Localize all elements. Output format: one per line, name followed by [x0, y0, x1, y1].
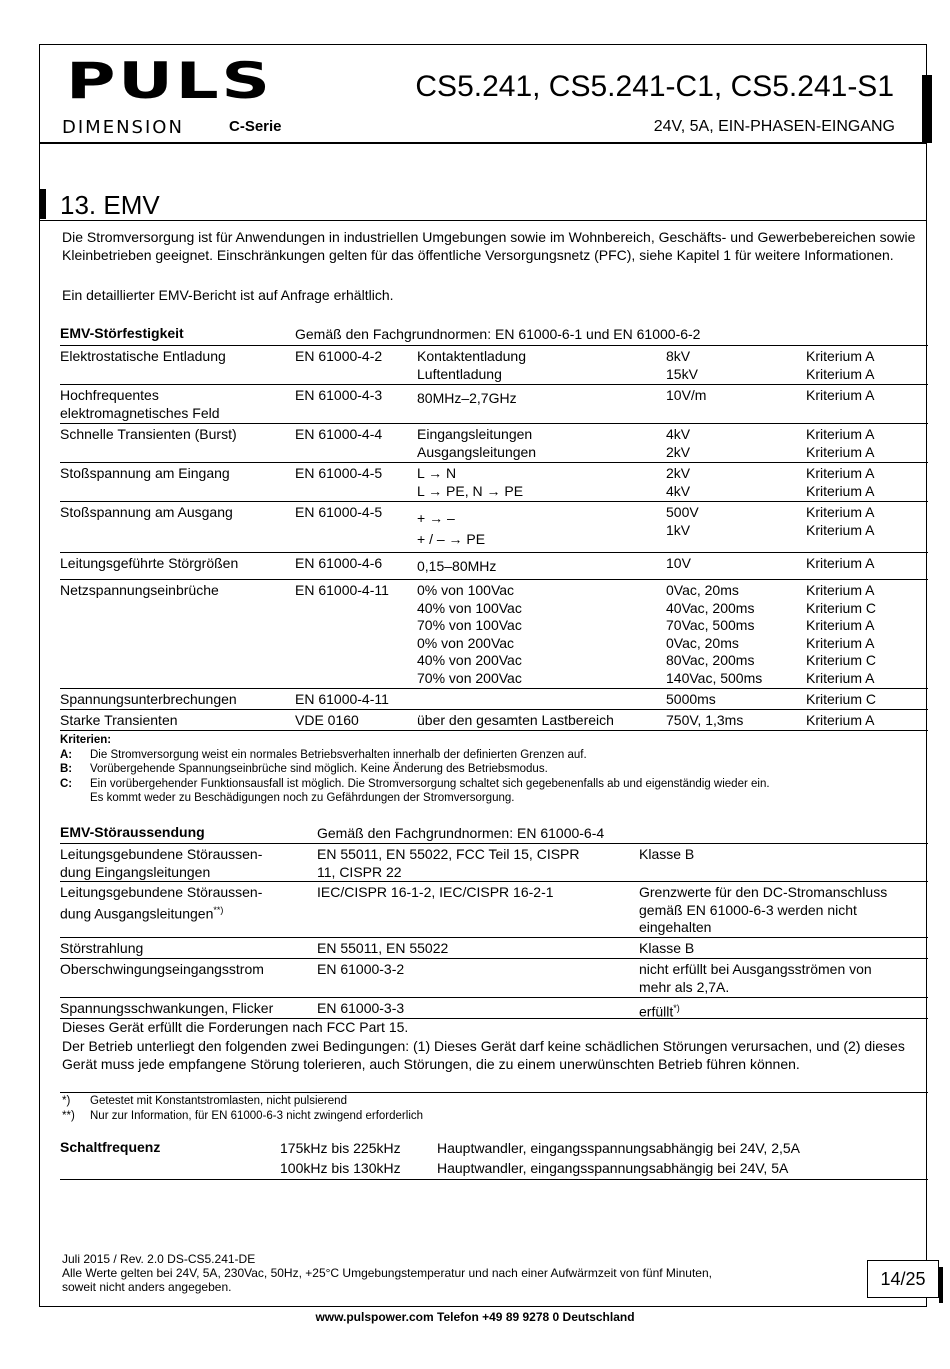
emission-value: eingehalten	[639, 919, 712, 935]
table-row-divider	[60, 384, 928, 385]
table-row-divider	[60, 423, 928, 424]
immunity-norm: EN 61000-4-6	[295, 555, 383, 571]
series-label: C-Serie	[229, 118, 282, 135]
immunity-phenomenon: Stoßspannung am Ausgang	[60, 504, 233, 520]
section-divider	[40, 220, 927, 221]
fcc-statement: Dieses Gerät erfüllt die Forderungen nach FCC Part 15.	[62, 1019, 409, 1035]
table-row-divider	[60, 579, 928, 580]
document-subtitle: 24V, 5A, EIN-PHASEN-EINGANG	[653, 118, 895, 135]
immunity-condition: L → PE, N → PE	[417, 482, 524, 499]
table-row-divider	[60, 730, 928, 731]
immunity-criterion: Kriterium A	[806, 617, 875, 633]
immunity-phenomenon: Elektrostatische Entladung	[60, 348, 226, 364]
immunity-value: 10V/m	[666, 387, 707, 403]
immunity-condition: 80MHz–2,7GHz	[417, 390, 517, 406]
immunity-value: 2kV	[666, 465, 691, 481]
table-row-divider	[60, 1092, 928, 1093]
table-row-divider	[60, 958, 928, 959]
immunity-value: 750V, 1,3ms	[666, 712, 744, 728]
immunity-phenomenon: Starke Transienten	[60, 712, 178, 728]
switching-description: Hauptwandler, eingangsspannungsabhängig bei 24V, 2,5A	[437, 1140, 801, 1156]
page-number: 14/25	[867, 1260, 939, 1298]
emission-phenomenon: dung Eingangsleitungen	[60, 863, 211, 880]
table-row-divider	[60, 345, 928, 346]
emission-norm: EN 61000-3-2	[317, 961, 405, 977]
dimension-logo: DIMENSION	[62, 117, 184, 138]
immunity-condition: Kontaktentladung	[417, 348, 526, 364]
switching-frequency: 175kHz bis 225kHz	[280, 1140, 401, 1156]
criteria-text: Es kommt weder zu Beschädigungen noch zu Gefährdungen der Stromversorgung.	[90, 792, 515, 804]
footnote-text: Getestet mit Konstantstromlasten, nicht pulsierend	[90, 1095, 347, 1107]
immunity-value: 140Vac, 500ms	[666, 669, 763, 686]
emission-norm: EN 61000-3-3	[317, 1000, 405, 1016]
immunity-criterion: Kriterium C	[806, 691, 877, 707]
immunity-criterion: Kriterium A	[806, 555, 875, 571]
criteria-title: Kriterien:	[60, 734, 112, 746]
table-row-divider	[60, 552, 928, 553]
immunity-criterion: Kriterium A	[806, 504, 875, 520]
immunity-value: 8kV	[666, 348, 691, 364]
table-row-divider	[60, 1179, 928, 1180]
immunity-condition: über den gesamten Lastbereich	[417, 712, 614, 728]
footnote-key: **)	[62, 1109, 75, 1122]
immunity-condition: + → –	[417, 510, 455, 526]
footnote-text: Nur zur Information, für EN 61000-6-3 nicht zwingend erforderlich	[90, 1109, 424, 1122]
immunity-condition: 0% von 100Vac	[417, 582, 515, 598]
immunity-criterion: Kriterium A	[806, 443, 875, 460]
immunity-criterion: Kriterium A	[806, 712, 875, 728]
emission-value: erfüllt*)	[639, 1003, 680, 1020]
immunity-value: 4kV	[666, 482, 691, 499]
immunity-condition: Luftentladung	[417, 365, 502, 382]
immunity-norm: EN 61000-4-5	[295, 504, 383, 520]
contact-line: www.pulspower.com Telefon +49 89 9278 0 Deutschland	[315, 1310, 635, 1324]
footer-revision: Juli 2015 / Rev. 2.0 DS-CS5.241-DE	[62, 1252, 256, 1266]
immunity-value: 5000ms	[666, 691, 716, 707]
immunity-norm: EN 61000-4-2	[295, 348, 383, 364]
immunity-condition: L → N	[417, 465, 457, 481]
emission-value: nicht erfüllt bei Ausgangsströmen von	[639, 961, 872, 977]
immunity-norm: EN 61000-4-4	[295, 426, 383, 442]
immunity-value: 15kV	[666, 365, 698, 382]
footer-notes	[62, 1252, 712, 1294]
immunity-norm: EN 61000-4-3	[295, 387, 383, 403]
immunity-criterion: Kriterium A	[806, 387, 875, 403]
emission-phenomenon: Störstrahlung	[60, 940, 144, 956]
table-row-divider	[60, 462, 928, 463]
immunity-value: 40Vac, 200ms	[666, 599, 755, 616]
immunity-condition: 0,15–80MHz	[417, 558, 497, 574]
emission-value: gemäß EN 61000-6-3 werden nicht	[639, 901, 857, 918]
emission-standard: Gemäß den Fachgrundnormen: EN 61000-6-4	[317, 825, 605, 841]
table-row-divider	[60, 688, 928, 689]
immunity-norm: VDE 0160	[295, 712, 359, 728]
immunity-value: 10V	[666, 555, 691, 571]
immunity-criterion: Kriterium A	[806, 426, 875, 442]
immunity-value: 0Vac, 20ms	[666, 582, 739, 598]
criteria-text: Die Stromversorgung weist ein normales Betriebsverhalten innerhalb der definierten Grenzen auf.	[90, 748, 587, 761]
footnote-marker: *)	[673, 1003, 680, 1013]
header-bar	[922, 75, 932, 143]
table-row-divider	[60, 881, 928, 882]
criteria-text: Ein vorübergehender Funktionsausfall ist möglich. Die Stromversorgung schaltet sich gegebenenfalls ab und eigenständig wieder ein.	[90, 777, 770, 790]
immunity-phenomenon: Stoßspannung am Eingang	[60, 465, 230, 481]
immunity-norm: EN 61000-4-11	[295, 582, 389, 598]
footer-note-2: soweit nicht anders angegeben.	[62, 1280, 232, 1294]
immunity-condition: 40% von 100Vac	[417, 599, 522, 616]
immunity-criterion: Kriterium C	[806, 652, 877, 668]
table-row-divider	[60, 843, 928, 844]
switching-title: Schaltfrequenz	[60, 1139, 161, 1155]
switching-description: Hauptwandler, eingangsspannungsabhängig bei 24V, 5A	[437, 1160, 789, 1176]
immunity-value: 500V	[666, 504, 699, 520]
table-row-divider	[60, 501, 928, 502]
immunity-criterion: Kriterium A	[806, 465, 875, 481]
report-note: Ein detaillierter EMV-Bericht ist auf Anfrage erhältlich.	[62, 287, 394, 303]
immunity-criterion: Kriterium A	[806, 669, 875, 686]
immunity-criterion: Kriterium A	[806, 521, 875, 538]
section-title: 13. EMV	[60, 190, 160, 220]
table-row-divider	[60, 709, 928, 710]
immunity-condition: 0% von 200Vac	[417, 634, 515, 651]
table-row-divider	[60, 997, 928, 998]
immunity-criterion: Kriterium A	[806, 582, 875, 598]
immunity-norm: EN 61000-4-5	[295, 465, 383, 481]
immunity-condition: 40% von 200Vac	[417, 652, 522, 668]
immunity-phenomenon: Schnelle Transienten (Burst)	[60, 426, 237, 442]
emission-phenomenon: Spannungsschwankungen, Flicker	[60, 1000, 274, 1016]
immunity-phenomenon: Hochfrequentes	[60, 387, 159, 403]
immunity-phenomenon: Spannungsunterbrechungen	[60, 691, 237, 707]
emission-norm: EN 55011, EN 55022, FCC Teil 15, CISPR	[317, 846, 580, 862]
emission-title: EMV-Störaussendung	[60, 824, 205, 840]
emission-value: Klasse B	[639, 940, 695, 956]
immunity-condition: Ausgangsleitungen	[417, 443, 537, 460]
emission-phenomenon: dung Ausgangsleitungen**)	[60, 904, 224, 922]
immunity-title: EMV-Störfestigkeit	[60, 325, 184, 341]
immunity-value: 80Vac, 200ms	[666, 652, 755, 668]
emission-value: mehr als 2,7A.	[639, 978, 730, 995]
immunity-criterion: Kriterium A	[806, 482, 875, 499]
immunity-value: 2kV	[666, 443, 691, 460]
emission-phenomenon: Leitungsgebundene Störaussen-	[60, 884, 263, 900]
immunity-condition: 70% von 100Vac	[417, 617, 522, 633]
criteria-key: A:	[60, 748, 73, 761]
emission-phenomenon: Oberschwingungseingangsstrom	[60, 961, 264, 977]
puls-logo: PULS	[66, 52, 273, 110]
immunity-phenomenon: Leitungsgeführte Störgrößen	[60, 555, 239, 571]
emission-value: Klasse B	[639, 846, 695, 862]
criteria-key: B:	[60, 763, 73, 775]
section-marker	[40, 189, 46, 219]
immunity-criterion: Kriterium A	[806, 348, 875, 364]
immunity-phenomenon: Netzspannungseinbrüche	[60, 582, 219, 598]
criteria-key: C:	[60, 777, 73, 790]
document-title: CS5.241, CS5.241-C1, CS5.241-S1	[415, 70, 894, 103]
immunity-condition: 70% von 200Vac	[417, 669, 522, 686]
footnote-key: *)	[62, 1095, 71, 1107]
header-divider	[39, 142, 927, 144]
immunity-criterion: Kriterium A	[806, 634, 875, 651]
immunity-value: 1kV	[666, 521, 691, 538]
immunity-value: 0Vac, 20ms	[666, 634, 739, 651]
footnote-marker: **)	[213, 904, 224, 915]
emission-norm: IEC/CISPR 16-1-2, IEC/CISPR 16-2-1	[317, 884, 554, 900]
immunity-phenomenon: elektromagnetisches Feld	[60, 404, 220, 421]
immunity-standard: Gemäß den Fachgrundnormen: EN 61000-6-1 und EN 61000-6-2	[295, 326, 701, 342]
fcc-conditions: Der Betrieb unterliegt den folgenden zwei Bedingungen: (1) Dieses Gerät darf keine schädlichen Störungen verursachen, und (2) dieses Gerät muss jede empfangene Störung tolerieren, auch Störungen, die zu einem unerwünschten Betrieb führen können.	[62, 1038, 905, 1072]
immunity-condition: + / – → PE	[417, 531, 486, 547]
immunity-criterion: Kriterium C	[806, 599, 877, 616]
switching-frequency: 100kHz bis 130kHz	[280, 1160, 401, 1176]
immunity-value: 4kV	[666, 426, 691, 442]
immunity-criterion: Kriterium A	[806, 365, 875, 382]
immunity-value: 70Vac, 500ms	[666, 617, 755, 633]
criteria-text: Vorübergehende Spannungseinbrüche sind möglich. Keine Änderung des Betriebsmodus.	[90, 763, 548, 775]
immunity-norm: EN 61000-4-11	[295, 691, 389, 707]
intro-paragraph: Die Stromversorgung ist für Anwendungen in industriellen Umgebungen sowie im Wohnbereich, Geschäfts- und Gewerbebereichen sowie Kleinbetrieben geeignet. Einschränkungen gelten für das öffentliche Versorgungsnetz (PFC), siehe Kapitel 1 für weitere Informationen.	[62, 229, 916, 263]
emission-value: Grenzwerte für den DC-Stromanschluss	[639, 884, 888, 900]
immunity-condition: Eingangsleitungen	[417, 426, 533, 442]
emission-phenomenon: Leitungsgebundene Störaussen-	[60, 846, 263, 862]
table-row-divider	[60, 937, 928, 938]
emission-norm: EN 55011, EN 55022	[317, 940, 449, 956]
footer-note-1: Alle Werte gelten bei 24V, 5A, 230Vac, 50Hz, +25°C Umgebungstemperatur und nach einer Aufwärmzeit von fünf Minuten,	[62, 1266, 712, 1280]
emission-norm: 11, CISPR 22	[317, 863, 402, 880]
